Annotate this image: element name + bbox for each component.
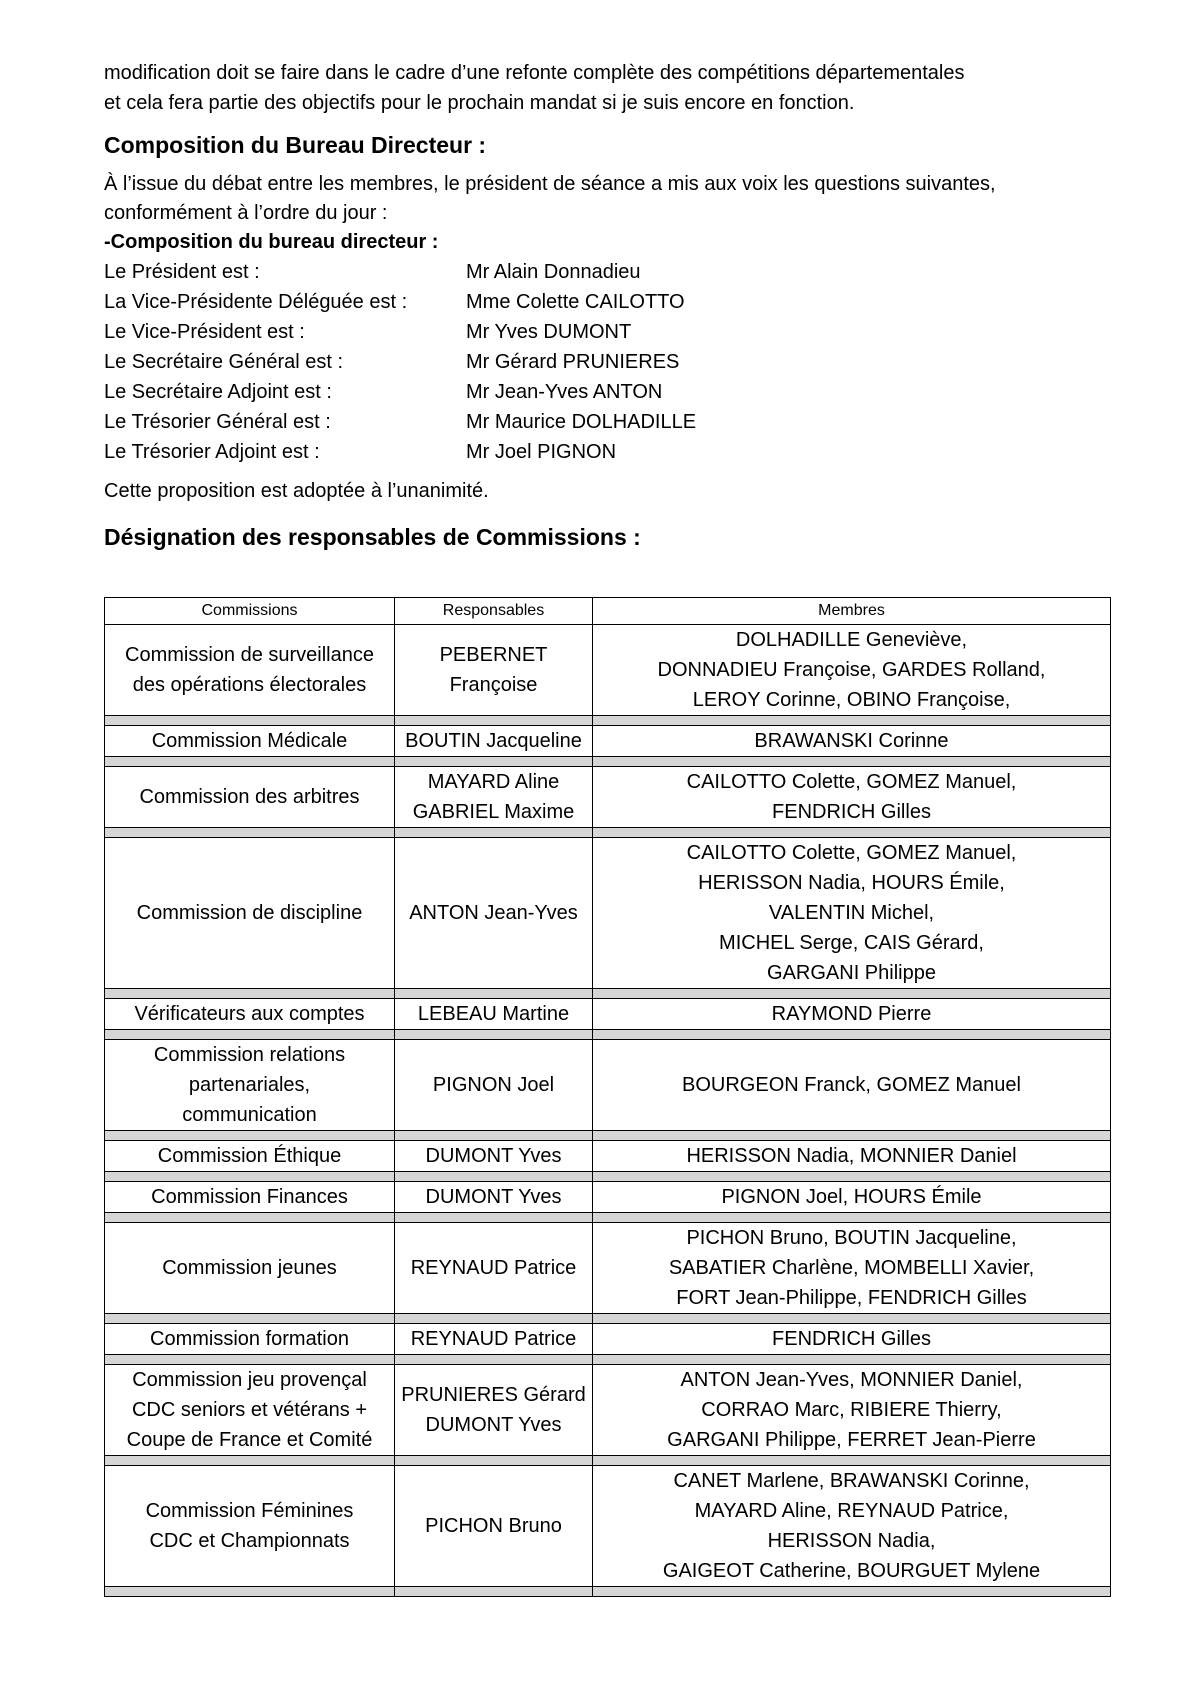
bureau-list [104, 257, 1110, 467]
table-header-row [105, 598, 1111, 625]
separator-cell [105, 1213, 395, 1223]
separator-cell [105, 1131, 395, 1141]
responsables-cell [395, 1182, 593, 1213]
commissions-table [104, 597, 1111, 1597]
membres-cell-line: BRAWANSKI Corinne [754, 730, 949, 752]
responsables-cell [395, 1040, 593, 1131]
membres-cell-line: CANET Marlene, BRAWANSKI Corinne, [673, 1470, 1030, 1492]
table-row [105, 1324, 1111, 1355]
commission-cell [105, 1365, 395, 1456]
bureau-member-name: Mr Alain Donnadieu [466, 261, 641, 283]
commission-cell [105, 838, 395, 989]
membres-cell-line: LEROY Corinne, OBINO Françoise, [692, 689, 1011, 711]
separator-cell [593, 1587, 1111, 1597]
row-separator [105, 1587, 1111, 1597]
responsables-cell-line: PIGNON Joel [432, 1074, 555, 1096]
row-separator [105, 1314, 1111, 1324]
separator-cell [105, 1587, 395, 1597]
commission-cell-line: Commission Éthique [157, 1145, 342, 1167]
separator-cell [105, 828, 395, 838]
responsables-cell [395, 726, 593, 757]
responsables-cell-line: REYNAUD Patrice [410, 1328, 577, 1350]
commission-cell [105, 1182, 395, 1213]
table-row [105, 1223, 1111, 1314]
commission-cell [105, 999, 395, 1030]
commission-cell-line: Commission Féminines [145, 1500, 354, 1522]
bureau-role: Le Trésorier Général est : [104, 411, 331, 433]
commission-cell-line: Commission jeunes [162, 1257, 337, 1279]
bureau-role: Le Vice-Président est : [104, 321, 305, 343]
bureau-role: Le Secrétaire Adjoint est : [104, 381, 332, 403]
separator-cell [395, 1355, 593, 1365]
responsables-cell-line: PRUNIERES Gérard [401, 1384, 586, 1406]
membres-cell-line: DONNADIEU Françoise, GARDES Rolland, [657, 659, 1046, 681]
table-body [105, 625, 1111, 1597]
row-separator [105, 1030, 1111, 1040]
membres-cell-line: RAYMOND Pierre [771, 1003, 932, 1025]
separator-cell [593, 1456, 1111, 1466]
table-row [105, 625, 1111, 716]
membres-cell [593, 1141, 1111, 1172]
commission-cell-line: Commission de discipline [136, 902, 363, 924]
responsables-cell-line: GABRIEL Maxime [412, 801, 575, 823]
membres-cell [593, 1365, 1111, 1456]
commission-cell-line: Commission de surveillance [125, 644, 374, 666]
responsables-cell [395, 1324, 593, 1355]
separator-cell [593, 828, 1111, 838]
table-row [105, 1141, 1111, 1172]
row-separator [105, 716, 1111, 726]
separator-cell [395, 989, 593, 999]
membres-cell-line: HERISSON Nadia, HOURS Émile, [698, 872, 1005, 894]
responsables-cell-line: DUMONT Yves [425, 1414, 562, 1436]
row-separator [105, 1355, 1111, 1365]
intro-line: modification doit se faire dans le cadre d’une refonte complète des compétitions départementales [104, 62, 965, 84]
responsables-cell-line: MAYARD Aline [427, 771, 560, 793]
row-separator [105, 989, 1111, 999]
commission-cell-line: Commission des arbitres [139, 786, 360, 808]
table-row [105, 838, 1111, 989]
commission-cell-line: CDC et Championnats [149, 1530, 350, 1552]
responsables-cell [395, 767, 593, 828]
bureau-role: La Vice-Présidente Déléguée est : [104, 291, 408, 313]
membres-cell-line: GAIGEOT Catherine, BOURGUET Mylene [662, 1560, 1041, 1582]
commission-cell [105, 625, 395, 716]
membres-cell-line: MAYARD Aline, REYNAUD Patrice, [694, 1500, 1009, 1522]
table-row [105, 999, 1111, 1030]
commission-cell-line: Commission relations [153, 1044, 346, 1066]
bureau-subheading: -Composition du bureau directeur : [104, 231, 439, 253]
commission-cell-line: Commission Médicale [151, 730, 348, 752]
responsables-cell-line: PICHON Bruno [425, 1515, 562, 1537]
table-row [105, 726, 1111, 757]
bureau-row [104, 317, 1110, 347]
separator-cell [593, 1355, 1111, 1365]
intro-paragraph [104, 58, 1110, 118]
commission-cell-line: des opérations électorales [132, 674, 367, 696]
responsables-cell-line: Françoise [449, 674, 538, 696]
membres-cell-line: DOLHADILLE Geneviève, [735, 629, 968, 651]
membres-cell [593, 1324, 1111, 1355]
membres-cell-line: HERISSON Nadia, MONNIER Daniel [686, 1145, 1017, 1167]
bureau-member-name: Mr Yves DUMONT [466, 321, 632, 343]
table-row [105, 767, 1111, 828]
separator-cell [593, 1314, 1111, 1324]
row-separator [105, 1172, 1111, 1182]
separator-cell [105, 1355, 395, 1365]
membres-cell-line: MICHEL Serge, CAIS Gérard, [719, 932, 984, 954]
separator-cell [395, 828, 593, 838]
separator-cell [105, 716, 395, 726]
bureau-row [104, 347, 1110, 377]
commission-cell-line: Vérificateurs aux comptes [134, 1003, 365, 1025]
membres-cell [593, 767, 1111, 828]
responsables-cell-line: PEBERNET [439, 644, 548, 666]
responsables-cell-line: REYNAUD Patrice [410, 1257, 577, 1279]
bureau-member-name: Mr Joel PIGNON [466, 441, 617, 463]
responsables-cell [395, 1365, 593, 1456]
intro-line: et cela fera partie des objectifs pour le prochain mandat si je suis encore en fonction. [104, 92, 855, 114]
bureau-role: Le Secrétaire Général est : [104, 351, 344, 373]
membres-cell-line: CAILOTTO Colette, GOMEZ Manuel, [686, 842, 1017, 864]
responsables-cell-line: ANTON Jean-Yves [409, 902, 578, 924]
commission-cell [105, 1324, 395, 1355]
separator-cell [105, 989, 395, 999]
debate-paragraph [104, 170, 1110, 228]
separator-cell [105, 757, 395, 767]
membres-cell-line: BOURGEON Franck, GOMEZ Manuel [682, 1074, 1021, 1096]
row-separator [105, 828, 1111, 838]
separator-cell [105, 1172, 395, 1182]
bureau-row [104, 257, 1110, 287]
responsables-cell-line: DUMONT Yves [425, 1186, 562, 1208]
table-row [105, 1466, 1111, 1587]
separator-cell [593, 989, 1111, 999]
bureau-row [104, 437, 1110, 467]
responsables-cell [395, 1466, 593, 1587]
membres-cell-line: FORT Jean-Philippe, FENDRICH Gilles [676, 1287, 1027, 1309]
membres-cell-line: PICHON Bruno, BOUTIN Jacqueline, [686, 1227, 1017, 1249]
separator-cell [395, 757, 593, 767]
membres-cell [593, 838, 1111, 989]
membres-cell-line: PIGNON Joel, HOURS Émile [721, 1186, 982, 1208]
commission-cell-line: Coupe de France et Comité [126, 1429, 373, 1451]
membres-cell [593, 625, 1111, 716]
responsables-cell [395, 625, 593, 716]
separator-cell [395, 716, 593, 726]
commission-cell-line: Commission formation [150, 1328, 349, 1350]
membres-cell-line: GARGANI Philippe, FERRET Jean-Pierre [667, 1429, 1036, 1451]
commission-cell-line: communication [182, 1104, 317, 1126]
commission-cell [105, 1223, 395, 1314]
commission-cell [105, 726, 395, 757]
separator-cell [395, 1172, 593, 1182]
header-membres: Membres [593, 598, 1111, 625]
separator-cell [105, 1314, 395, 1324]
bureau-member-name: Mme Colette CAILOTTO [466, 291, 685, 313]
commission-cell-line: Commission jeu provençal [132, 1369, 367, 1391]
separator-cell [395, 1213, 593, 1223]
bureau-row [104, 407, 1110, 437]
separator-cell [395, 1030, 593, 1040]
membres-cell-line: FENDRICH Gilles [772, 801, 931, 823]
membres-cell-line: GARGANI Philippe [767, 962, 936, 984]
debate-line: À l’issue du débat entre les membres, le président de séance a mis aux voix les questions suivantes, [104, 173, 996, 195]
bureau-row [104, 287, 1110, 317]
bureau-member-name: Mr Maurice DOLHADILLE [466, 411, 697, 433]
separator-cell [593, 1172, 1111, 1182]
header-responsables: Responsables [395, 598, 593, 625]
responsables-cell-line: DUMONT Yves [425, 1145, 562, 1167]
commission-cell [105, 1141, 395, 1172]
membres-cell [593, 1466, 1111, 1587]
responsables-cell-line: BOUTIN Jacqueline [405, 730, 582, 752]
separator-cell [593, 1030, 1111, 1040]
row-separator [105, 1213, 1111, 1223]
bureau-heading: Composition du Bureau Directeur : [104, 132, 487, 158]
commission-cell [105, 767, 395, 828]
membres-cell-line: CORRAO Marc, RIBIERE Thierry, [701, 1399, 1002, 1421]
adoption-text: Cette proposition est adoptée à l’unanimité. [104, 480, 489, 502]
table-row [105, 1182, 1111, 1213]
separator-cell [593, 716, 1111, 726]
separator-cell [105, 1456, 395, 1466]
header-commissions: Commissions [105, 598, 395, 625]
responsables-cell [395, 838, 593, 989]
separator-cell [395, 1131, 593, 1141]
row-separator [105, 757, 1111, 767]
table-row [105, 1040, 1111, 1131]
separator-cell [593, 757, 1111, 767]
bureau-member-name: Mr Jean-Yves ANTON [466, 381, 663, 403]
commission-cell [105, 1040, 395, 1131]
membres-cell [593, 726, 1111, 757]
bureau-role: Le Président est : [104, 261, 260, 283]
commission-cell-line: partenariales, [188, 1074, 311, 1096]
separator-cell [105, 1030, 395, 1040]
separator-cell [593, 1131, 1111, 1141]
row-separator [105, 1131, 1111, 1141]
row-separator [105, 1456, 1111, 1466]
responsables-cell [395, 1223, 593, 1314]
bureau-row [104, 377, 1110, 407]
membres-cell [593, 999, 1111, 1030]
responsables-cell-line: LEBEAU Martine [417, 1003, 570, 1025]
membres-cell [593, 1040, 1111, 1131]
responsables-cell [395, 999, 593, 1030]
commission-cell-line: Commission Finances [151, 1186, 348, 1208]
membres-cell-line: HERISSON Nadia, [767, 1530, 936, 1552]
membres-cell-line: FENDRICH Gilles [772, 1328, 931, 1350]
separator-cell [395, 1456, 593, 1466]
bureau-member-name: Mr Gérard PRUNIERES [466, 351, 680, 373]
commission-cell-line: CDC seniors et vétérans + [131, 1399, 368, 1421]
responsables-cell [395, 1141, 593, 1172]
commissions-heading: Désignation des responsables de Commissions : [104, 524, 641, 550]
separator-cell [593, 1213, 1111, 1223]
bureau-role: Le Trésorier Adjoint est : [104, 441, 320, 463]
membres-cell-line: VALENTIN Michel, [768, 902, 935, 924]
membres-cell-line: ANTON Jean-Yves, MONNIER Daniel, [680, 1369, 1023, 1391]
membres-cell [593, 1182, 1111, 1213]
commission-cell [105, 1466, 395, 1587]
debate-line: conformément à l’ordre du jour : [104, 202, 388, 224]
separator-cell [395, 1587, 593, 1597]
membres-cell-line: SABATIER Charlène, MOMBELLI Xavier, [668, 1257, 1035, 1279]
membres-cell [593, 1223, 1111, 1314]
separator-cell [395, 1314, 593, 1324]
document-body [104, 58, 1110, 562]
membres-cell-line: CAILOTTO Colette, GOMEZ Manuel, [686, 771, 1017, 793]
table-row [105, 1365, 1111, 1456]
